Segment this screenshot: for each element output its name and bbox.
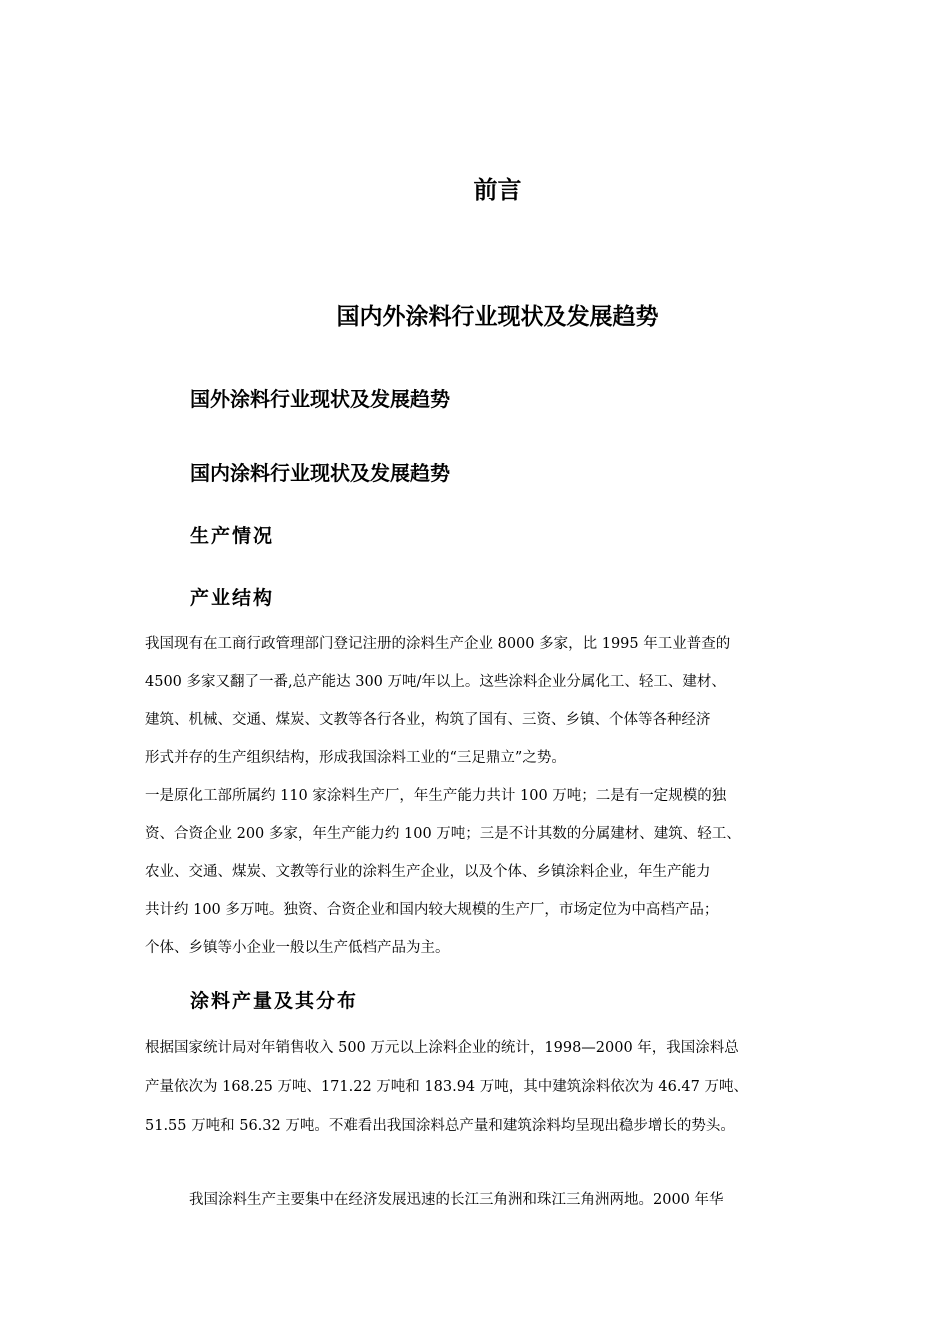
paragraph-industry-structure bbox=[145, 625, 825, 777]
section-title: 国内外涂料行业现状及发展趋势 bbox=[336, 304, 659, 330]
paragraph-line: 建筑、机械、交通、煤炭、文教等各行各业，构筑了国有、三资、乡镇、个体等各种经济 bbox=[145, 712, 711, 728]
paragraph-line: 我国现有在工商行政管理部门登记注册的涂料生产企业 8000 多家，比 1995 年工业普查的 bbox=[145, 636, 731, 652]
paragraph-output-statistics bbox=[145, 1029, 825, 1146]
paragraph-line: 农业、交通、煤炭、文教等行业的涂料生产企业，以及个体、乡镇涂料企业，年生产能力 bbox=[145, 864, 711, 880]
subheading-industry-structure: 产业结构 bbox=[190, 587, 275, 609]
paragraph-line: 产量依次为 168.25 万吨、171.22 万吨和 183.94 万吨，其中建筑涂料依次为 46.47 万吨、 bbox=[145, 1079, 748, 1095]
paragraph-line: 我国涂料生产主要集中在经济发展迅速的长江三角洲和珠江三角洲两地。2000 年华 bbox=[189, 1192, 724, 1208]
paragraph-line: 4500 多家又翻了一番,总产能达 300 万吨/年以上。这些涂料企业分属化工、轻工、建材、 bbox=[145, 674, 726, 690]
paragraph-line: 共计约 100 多万吨。独资、合资企业和国内较大规模的生产厂，市场定位为中高档产品； bbox=[145, 902, 719, 918]
page-title: 前言 bbox=[473, 176, 522, 204]
paragraph-line: 形式并存的生产组织结构，形成我国涂料工业的“三足鼎立”之势。 bbox=[145, 750, 566, 766]
paragraph-three-pillars bbox=[145, 777, 825, 967]
paragraph-regional-distribution bbox=[145, 1181, 825, 1219]
paragraph-line: 个体、乡镇等小企业一般以生产低档产品为主。 bbox=[145, 940, 450, 956]
paragraph-line: 一是原化工部所属约 110 家涂料生产厂，年生产能力共计 100 万吨；二是有一定规模的独 bbox=[145, 788, 727, 804]
subheading-output-distribution: 涂料产量及其分布 bbox=[190, 990, 359, 1012]
paragraph-line: 资、合资企业 200 多家，年生产能力约 100 万吨；三是不计其数的分属建材、建筑、轻工、 bbox=[145, 826, 741, 842]
subheading-foreign-industry: 国外涂料行业现状及发展趋势 bbox=[190, 387, 450, 411]
subheading-domestic-industry: 国内涂料行业现状及发展趋势 bbox=[190, 461, 450, 485]
subheading-production: 生产情况 bbox=[190, 525, 275, 547]
paragraph-line: 51.55 万吨和 56.32 万吨。不难看出我国涂料总产量和建筑涂料均呈现出稳步增长的势头。 bbox=[145, 1118, 735, 1134]
paragraph-line: 根据国家统计局对年销售收入 500 万元以上涂料企业的统计，1998—2000 年，我国涂料总 bbox=[145, 1040, 739, 1056]
